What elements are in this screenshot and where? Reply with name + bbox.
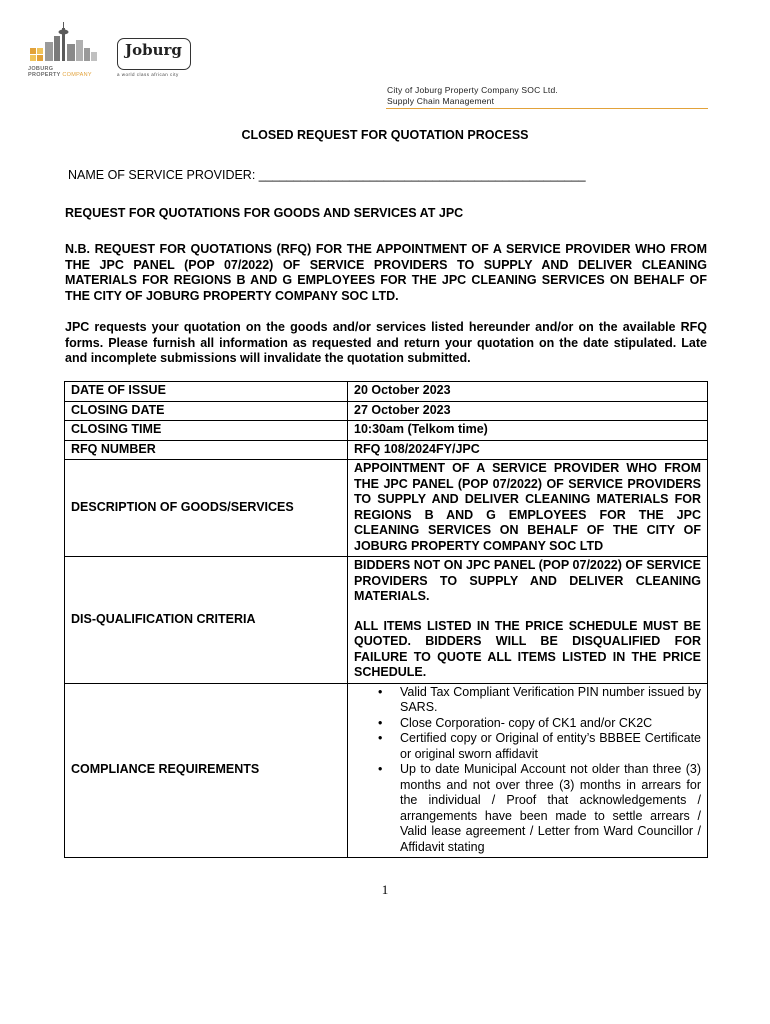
date-of-issue-label: DATE OF ISSUE (65, 382, 348, 402)
compliance-list (354, 685, 701, 856)
compliance-label: COMPLIANCE REQUIREMENTS (65, 683, 348, 858)
service-provider-line: NAME OF SERVICE PROVIDER: _______________________________________________ (68, 168, 586, 182)
table-row (65, 382, 708, 402)
page-number: 1 (381, 882, 389, 897)
disqualification-criterion-1: BIDDERS NOT ON JPC PANEL (POP 07/2022) OF SERVICE PROVIDERS TO SUPPLY AND DELIVER CLEANING MATERIALS. (354, 558, 701, 603)
list-item: • Certified copy or Original of entity’s BBBEE Certificate or original sworn affidavit (400, 731, 701, 762)
disqualification-label: DIS-QUALIFICATION CRITERIA (65, 557, 348, 684)
company-header (387, 85, 558, 106)
table-row (65, 557, 708, 684)
rfq-number-value: RFQ 108/2024FY/JPC (348, 440, 708, 460)
jpc-logo-wordmark: JOBURG PROPERTY COMPANY (28, 66, 92, 78)
list-item: • Close Corporation- copy of CK1 and/or CK2C (400, 716, 701, 732)
rfq-number-label: RFQ NUMBER (65, 440, 348, 460)
rfq-heading: REQUEST FOR QUOTATIONS FOR GOODS AND SERVICES AT JPC (65, 206, 464, 220)
table-row (65, 401, 708, 421)
disqualification-value (348, 557, 708, 684)
list-item: • Valid Tax Compliant Verification PIN number issued by SARS. (400, 685, 701, 716)
table-row (65, 421, 708, 441)
joburg-logo-wordmark: Joburg (125, 41, 182, 59)
closing-time-label: CLOSING TIME (65, 421, 348, 441)
table-row (65, 440, 708, 460)
closing-date-value: 27 October 2023 (348, 401, 708, 421)
list-item: • Up to date Municipal Account not older than three (3) months and not over three (3) months in arrears for the individual / Proof that acknowledgements / arrangements have been made to settle arrears / Valid lease agreement / Letter from Ward Councillor / Affidavit stating (400, 762, 701, 855)
intro-paragraph: JPC requests your quotation on the goods and/or services listed hereunder and/or on the available RFQ forms. Please furnish all information as requested and return your quotation on the date stipulated. Late and incomplete submissions will invalidate the quotation submitted. (65, 320, 707, 365)
nb-paragraph: N.B. REQUEST FOR QUOTATIONS (RFQ) FOR THE APPOINTMENT OF A SERVICE PROVIDER WHO FROM THE JPC PANEL (POP 07/2022) OF SERVICE PROVIDERS TO SUPPLY AND DELIVER CLEANING MATERIALS FOR REGIONS B AND G EMPLOYEES FOR THE JPC CLEANING SERVICES ON BEHALF OF THE CITY OF JOBURG PROPERTY COMPANY SOC LTD. (65, 242, 707, 303)
joburg-logo-tagline: a world class african city (117, 72, 179, 77)
rfq-details-table (64, 381, 708, 858)
date-of-issue-value: 20 October 2023 (348, 382, 708, 402)
company-name: City of Joburg Property Company SOC Ltd. (387, 85, 558, 95)
table-row (65, 460, 708, 557)
closing-date-label: CLOSING DATE (65, 401, 348, 421)
department-name: Supply Chain Management (387, 95, 495, 106)
closing-time-value: 10:30am (Telkom time) (348, 421, 708, 441)
description-value: APPOINTMENT OF A SERVICE PROVIDER WHO FROM THE JPC PANEL (POP 07/2022) OF SERVICE PROVIDERS TO SUPPLY AND DELIVER CLEANING MATERIALS FOR REGIONS B AND G EMPLOYEES FOR THE JPC CLEANING SERVICES ON BEHALF OF THE CITY OF JOBURG PROPERTY COMPANY SOC LTD (348, 460, 708, 557)
document-title: CLOSED REQUEST FOR QUOTATION PROCESS (241, 128, 529, 142)
table-row (65, 683, 708, 858)
description-label: DESCRIPTION OF GOODS/SERVICES (65, 460, 348, 557)
header-divider (386, 108, 708, 109)
disqualification-criterion-2: ALL ITEMS LISTED IN THE PRICE SCHEDULE MUST BE QUOTED. BIDDERS WILL BE DISQUALIFIED FOR FAILURE TO QUOTE ALL ITEMS LISTED IN THE PRICE SCHEDULE. (354, 618, 701, 679)
compliance-value (348, 683, 708, 858)
